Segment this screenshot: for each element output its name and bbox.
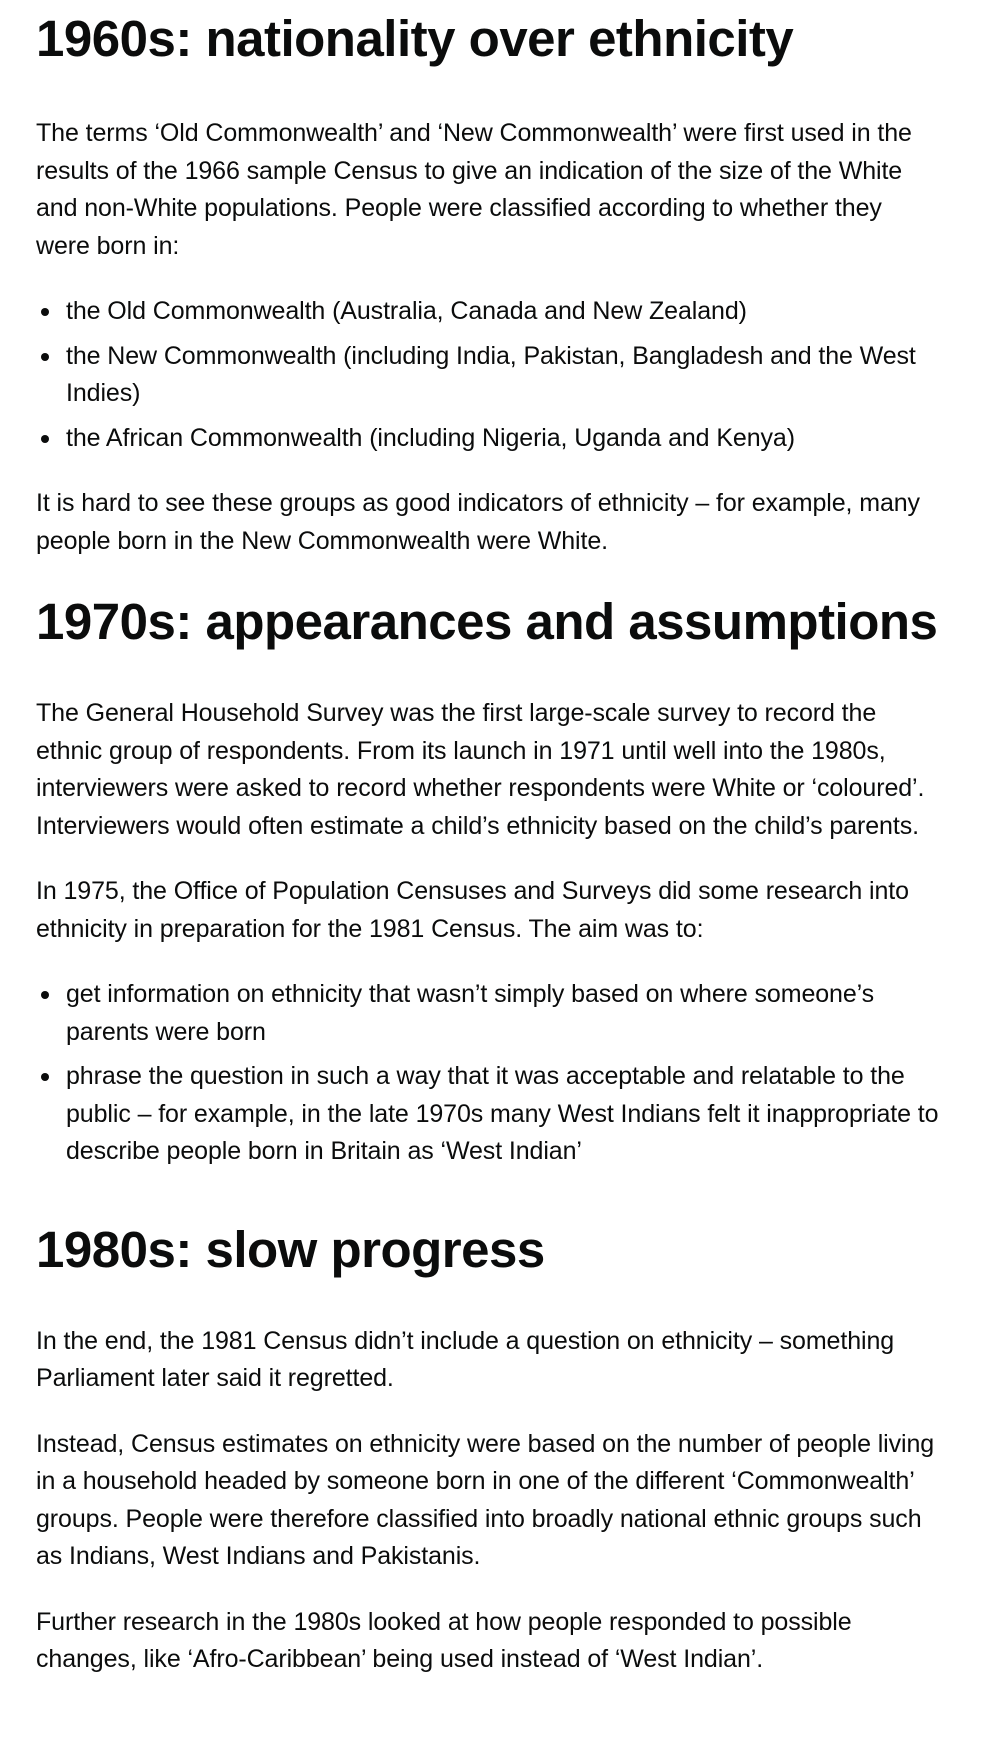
paragraph: The General Household Survey was the first large-scale survey to record the ethnic group of respondents. From its launch in 1971 until well into the 1980s, interviewers were asked to record whether respondents were White or ‘coloured’. Interviewers would often estimate a child’s ethnicity based on the child’s parents. (36, 699, 925, 840)
list-item: the African Commonwealth (including Nigeria, Uganda and Kenya) (66, 420, 940, 458)
bullet-list (36, 976, 940, 1171)
list-item: get information on ethnicity that wasn’t simply based on where someone’s parents were born (66, 976, 940, 1051)
paragraph: Further research in the 1980s looked at how people responded to possible changes, like ‘Afro-Caribbean’ being used instead of ‘West Indian’. (36, 1607, 852, 1674)
bullet-list (36, 293, 940, 457)
list-item: the New Commonwealth (including India, Pakistan, Bangladesh and the West Indies) (66, 338, 940, 413)
section-1980s (36, 1222, 940, 1679)
section-heading: 1980s: slow progress (36, 1220, 545, 1278)
section-heading: 1970s: appearances and assumptions (36, 593, 938, 651)
paragraph: It is hard to see these groups as good indicators of ethnicity – for example, many people born in the New Commonwealth were White. (36, 489, 920, 555)
paragraph: The terms ‘Old Commonwealth’ and ‘New Commonwealth’ were first used in the results of the 1966 sample Census to give an indication of the size of the White and non-White populations. People were classified according to whether they were born in: (36, 119, 912, 260)
section-1970s (36, 594, 940, 1171)
list-item: the Old Commonwealth (Australia, Canada and New Zealand) (66, 293, 940, 331)
list-item: phrase the question in such a way that it was acceptable and relatable to the public – for example, in the late 1970s many West Indians felt it inappropriate to describe people born in Britain as ‘West Indian’ (66, 1058, 940, 1171)
paragraph: In 1975, the Office of Population Censuses and Surveys did some research into ethnicity in preparation for the 1981 Census. The aim was to: (36, 877, 909, 943)
paragraph: In the end, the 1981 Census didn’t include a question on ethnicity – something Parliament later said it regretted. (36, 1326, 895, 1393)
section-heading: 1960s: nationality over ethnicity (36, 10, 794, 67)
paragraph: Instead, Census estimates on ethnicity were based on the number of people living in a household headed by someone born in one of the different ‘Commonwealth’ groups. People were therefore classified into broadly national ethnic groups such as Indians, West Indians and Pakistanis. (36, 1429, 935, 1571)
section-1960s (36, 0, 940, 560)
